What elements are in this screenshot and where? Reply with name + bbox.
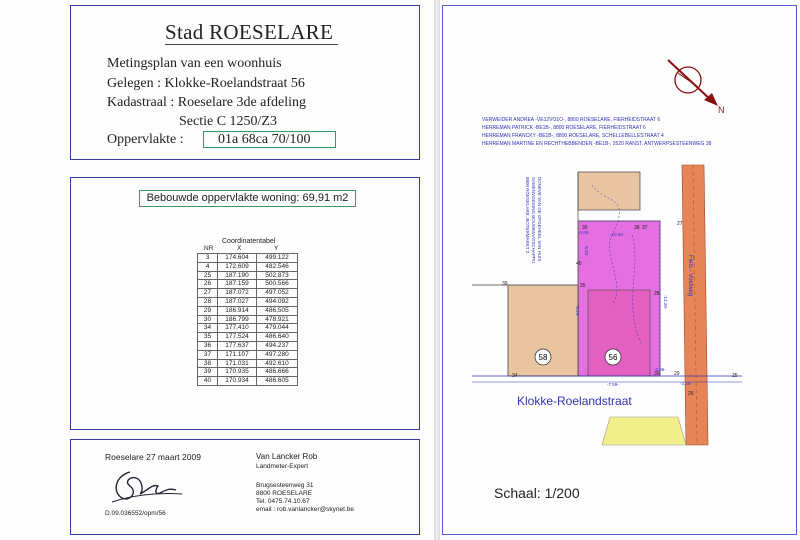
email: email : rob.vanlancker@skynet.be bbox=[256, 506, 355, 513]
coord-y: 482.546 bbox=[257, 262, 298, 271]
coord-row bbox=[198, 254, 298, 263]
coord-nr: 28 bbox=[198, 297, 218, 306]
reference: D.09.036552/opm/56 bbox=[105, 510, 166, 517]
coord-y: 486.640 bbox=[257, 333, 298, 342]
coord-x: 171.107 bbox=[218, 350, 257, 359]
side-owner-line: SAMENVOEGING BOUWMAATSCHAPPIJ bbox=[531, 177, 536, 264]
svg-text:-5.82-: -5.82- bbox=[584, 245, 589, 257]
svg-text:34: 34 bbox=[512, 373, 518, 379]
page-title: Stad ROESELARE bbox=[165, 20, 334, 44]
street-name: Klokke-Roelandstraat bbox=[517, 394, 632, 408]
coord-row bbox=[198, 315, 298, 324]
coord-row bbox=[198, 333, 298, 342]
parcel-56-label: 56 bbox=[608, 353, 618, 362]
svg-text:25: 25 bbox=[732, 373, 738, 379]
coord-x: 174.604 bbox=[218, 254, 257, 263]
svg-text:-7.59-: -7.59- bbox=[607, 382, 619, 387]
coord-head-y: Y bbox=[274, 245, 279, 252]
owner-list bbox=[482, 117, 712, 147]
site-plan bbox=[442, 5, 797, 535]
svg-text:38: 38 bbox=[634, 225, 640, 231]
side-owner-line: DONEVE VAN DE OFGEHEEL VAN HUIS bbox=[537, 177, 542, 262]
owner-line: HERREMAN PATRICK -BE1B-, 8800 ROESELARE, FIERHEIDSTRAAT 6 bbox=[482, 125, 646, 131]
path-label: Fiets - Voetweg bbox=[687, 255, 693, 297]
coord-y: 494.092 bbox=[257, 297, 298, 306]
coord-row bbox=[198, 306, 298, 315]
road-corner bbox=[602, 417, 686, 445]
coord-nr: 40 bbox=[198, 377, 218, 386]
coord-y: 502.873 bbox=[257, 271, 298, 280]
coord-x: 186.914 bbox=[218, 306, 257, 315]
north-label: N bbox=[718, 105, 725, 115]
coord-nr: 37 bbox=[198, 350, 218, 359]
coord-nr: 25 bbox=[198, 271, 218, 280]
coord-x: 177.524 bbox=[218, 333, 257, 342]
section: Sectie C 1250/Z3 bbox=[179, 114, 277, 129]
owner-line: HERREMAN FRANCKY -BE1B-, 8800 ROESELARE, SCHELLEBELLESTRAAT 4 bbox=[482, 133, 664, 139]
svg-text:35: 35 bbox=[580, 283, 586, 289]
coord-row bbox=[198, 368, 298, 377]
title-underline bbox=[165, 44, 338, 45]
coord-x: 170.935 bbox=[218, 368, 257, 377]
coord-y: 486.605 bbox=[257, 377, 298, 386]
coord-x: 187.190 bbox=[218, 271, 257, 280]
svg-text:-10.62-: -10.62- bbox=[610, 232, 625, 237]
coord-row bbox=[198, 377, 298, 386]
svg-text:36: 36 bbox=[582, 225, 588, 231]
coord-nr: 27 bbox=[198, 289, 218, 298]
coord-row bbox=[198, 359, 298, 368]
coord-row bbox=[198, 289, 298, 298]
coord-x: 171.031 bbox=[218, 359, 257, 368]
parcel-rear-tan bbox=[578, 172, 640, 210]
coord-y: 499.122 bbox=[257, 254, 298, 263]
coord-y: 497.280 bbox=[257, 350, 298, 359]
coord-y: 486.666 bbox=[257, 368, 298, 377]
coord-head-nr: NR bbox=[204, 245, 214, 252]
house-56 bbox=[588, 290, 650, 376]
owner-line: HERREMAN MARTINE EN RECHTHEBBENDEN -BE1B-, 2520 RANST, ANTWERPSESTEENWEG 38 bbox=[482, 141, 712, 147]
coord-y: 486.505 bbox=[257, 306, 298, 315]
svg-text:29: 29 bbox=[674, 371, 680, 377]
side-owner bbox=[525, 177, 542, 263]
coord-y: 494.237 bbox=[257, 341, 298, 350]
north-arrow-icon bbox=[668, 60, 725, 115]
location: Gelegen : Klokke-Roelandstraat 56 bbox=[107, 76, 305, 91]
coord-nr: 35 bbox=[198, 333, 218, 342]
owner-line: VERWEIDER ANDREA -VE12VO1O-, 8800 ROESELARE, FIERHEIDSTRAAT 6 bbox=[482, 117, 661, 123]
phone: Tel. 0475.74.10.67 bbox=[256, 498, 310, 505]
coord-x: 187.072 bbox=[218, 289, 257, 298]
svg-text:37: 37 bbox=[642, 225, 648, 231]
coord-x: 172.609 bbox=[218, 262, 257, 271]
coord-table-title: Coordinatentabel bbox=[222, 238, 276, 245]
coord-row bbox=[198, 324, 298, 333]
svg-text:-4.60-: -4.60- bbox=[578, 230, 590, 235]
plan-type: Metingsplan van een woonhuis bbox=[107, 56, 282, 71]
city: 8800 ROESELARE bbox=[256, 490, 313, 497]
coord-nr: 34 bbox=[198, 324, 218, 333]
coord-x: 187.027 bbox=[218, 297, 257, 306]
coord-row bbox=[198, 341, 298, 350]
signature bbox=[100, 462, 190, 512]
coord-nr: 38 bbox=[198, 359, 218, 368]
coord-y: 478.921 bbox=[257, 315, 298, 324]
coord-head-x: X bbox=[237, 245, 242, 252]
coord-y: 500.566 bbox=[257, 280, 298, 289]
coord-x: 177.410 bbox=[218, 324, 257, 333]
svg-text:-2.96-: -2.96- bbox=[654, 367, 666, 372]
surveyor-title: Landmeter-Expert bbox=[256, 463, 309, 470]
side-owner-line: 8800 ROESELARE, BOTERMARKT 2 bbox=[525, 177, 530, 254]
coord-row bbox=[198, 280, 298, 289]
scale-label: Schaal: 1/200 bbox=[494, 485, 580, 501]
coord-row bbox=[198, 350, 298, 359]
coord-x: 170.934 bbox=[218, 377, 257, 386]
address: Brugsesteenweg 31 bbox=[256, 482, 314, 489]
svg-text:-13.20-: -13.20- bbox=[663, 295, 668, 310]
svg-text:-6.29-: -6.29- bbox=[575, 305, 580, 317]
svg-text:-3.35-: -3.35- bbox=[680, 381, 692, 386]
svg-text:27: 27 bbox=[677, 221, 683, 227]
page-fold bbox=[434, 0, 440, 540]
coord-nr: 26 bbox=[198, 280, 218, 289]
svg-text:30: 30 bbox=[654, 371, 660, 377]
coord-y: 492.610 bbox=[257, 359, 298, 368]
coord-nr: 39 bbox=[198, 368, 218, 377]
coord-nr: 3 bbox=[198, 254, 218, 263]
svg-text:26: 26 bbox=[688, 391, 694, 397]
coordinate-table bbox=[197, 253, 298, 386]
coord-y: 497.052 bbox=[257, 289, 298, 298]
coord-y: 479.044 bbox=[257, 324, 298, 333]
coord-nr: 30 bbox=[198, 315, 218, 324]
area-value: 01a 68ca 70/100 bbox=[203, 131, 336, 148]
coord-x: 177.637 bbox=[218, 341, 257, 350]
coord-row bbox=[198, 271, 298, 280]
coord-x: 186.799 bbox=[218, 315, 257, 324]
coord-nr: 29 bbox=[198, 306, 218, 315]
place-date: Roeselare 27 maart 2009 bbox=[105, 452, 201, 462]
cadastre: Kadastraal : Roeselare 3de afdeling bbox=[107, 95, 307, 110]
surveyor-name: Van Lancker Rob bbox=[256, 452, 318, 461]
coord-row bbox=[198, 262, 298, 271]
coord-x: 187.159 bbox=[218, 280, 257, 289]
coord-row bbox=[198, 297, 298, 306]
built-area: Bebouwde oppervlakte woning: 69,91 m2 bbox=[139, 190, 356, 207]
svg-text:39: 39 bbox=[502, 281, 508, 287]
area-label: Oppervlakte : bbox=[107, 132, 184, 147]
svg-text:28: 28 bbox=[654, 291, 660, 297]
coord-nr: 36 bbox=[198, 341, 218, 350]
parcel-58-label: 58 bbox=[538, 353, 548, 362]
svg-text:40: 40 bbox=[576, 261, 582, 267]
coord-nr: 4 bbox=[198, 262, 218, 271]
